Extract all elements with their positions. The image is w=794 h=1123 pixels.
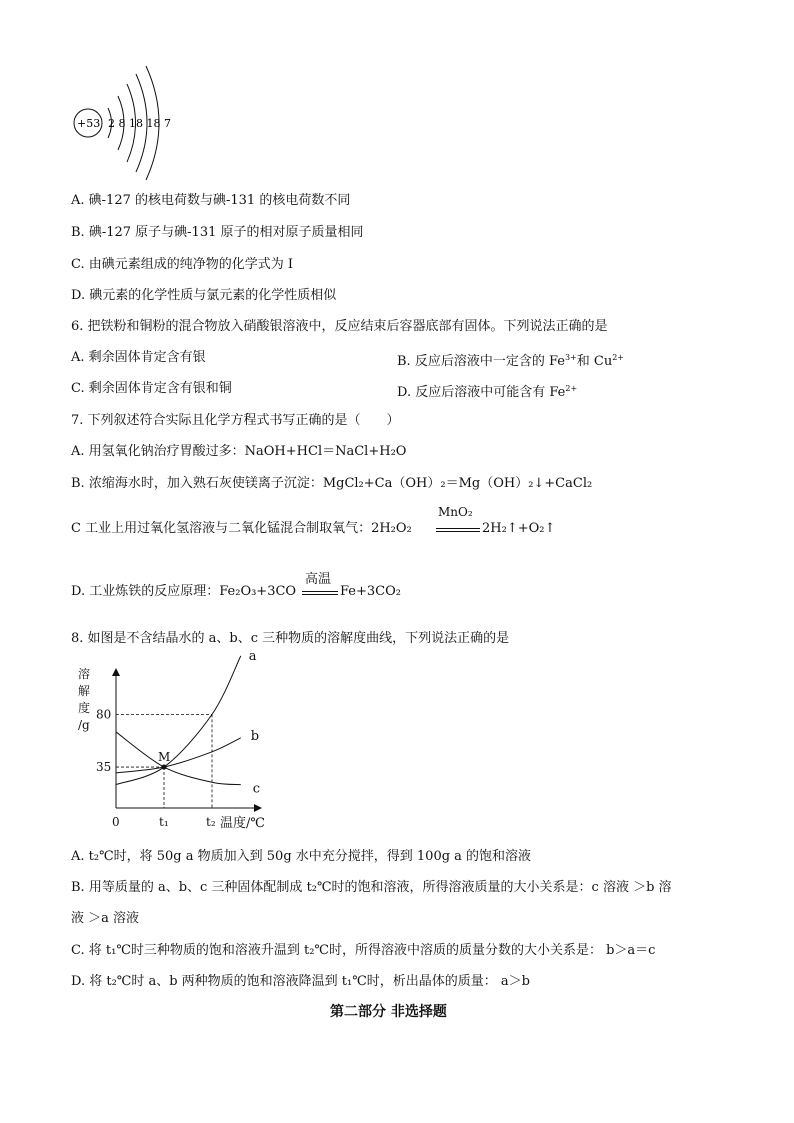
- y-axis-label-char: 溶: [78, 667, 91, 681]
- q6-option-b: B. 反应后溶液中一定含的 $Fe^{3+}$和 $Cu^{2+}$: [397, 353, 624, 369]
- q8-option-a: A. t₂℃时，将 50g a 物质加入到 50g 水中充分搅拌，得到 100g a 的饱和溶液: [71, 849, 532, 864]
- y-tick-label: 35: [96, 760, 112, 775]
- q5-option-b: B. 碘-127 原子与碘-131 原子的相对原子质量相同: [71, 225, 364, 240]
- q6-option-a: A. 剩余固体肯定含有银: [71, 350, 206, 365]
- q7-d-arrow: [302, 591, 338, 595]
- q8-option-d: D. 将 t₂℃时 a、b 两种物质的饱和溶液降温到 t₁℃时，析出晶体的质量： a＞b: [71, 974, 530, 989]
- x-axis-label: 温度/℃: [220, 816, 265, 831]
- x-tick-label: t₂: [206, 815, 216, 829]
- point-m-label: M: [158, 750, 171, 765]
- q7-d-condition: 高温: [305, 572, 332, 587]
- q7-c-arrow: [436, 528, 480, 532]
- q6-stem: 6. 把铁粉和铜粉的混合物放入硝酸银溶液中，反应结束后容器底部有固体。下列说法正确的是: [71, 319, 608, 334]
- x-axis-arrow: [254, 804, 262, 812]
- q7-option-b: B. 浓缩海水时，加入熟石灰使镁离子沉淀：MgCl₂+Ca（OH）₂＝Mg（OH）₂↓+CaCl₂: [71, 476, 593, 491]
- q8-option-b-line1: B. 用等质量的 a、b、c 三种固体配制成 t₂℃时的饱和溶液，所得溶液质量的大小关系是：c 溶液 ＞b 溶: [71, 880, 672, 895]
- atom-structure-diagram: [70, 60, 180, 185]
- q7-c-products: 2H₂↑+O₂↑: [482, 521, 556, 536]
- q6-option-c: C. 剩余固体肯定含有银和铜: [71, 381, 232, 396]
- q8-stem: 8. 如图是不含结晶水的 a、b、c 三种物质的溶解度曲线，下列说法正确的是: [71, 631, 510, 646]
- q5-option-c: C. 由碘元素组成的纯净物的化学式为 I: [71, 257, 294, 272]
- curve-label-a: a: [248, 648, 257, 664]
- point-m: [162, 765, 167, 770]
- section-title: 第二部分 非选择题: [330, 1004, 447, 1020]
- origin-label: 0: [112, 815, 120, 829]
- y-axis-arrow: [112, 668, 120, 676]
- y-axis-label-char: 解: [78, 684, 91, 698]
- q5-option-d: D. 碘元素的化学性质与氯元素的化学性质相似: [71, 288, 337, 303]
- q7-d-products: Fe+3CO₂: [340, 584, 401, 599]
- y-axis-label-char: /g: [78, 718, 90, 732]
- q7-stem: 7. 下列叙述符合实际且化学方程式书写正确的是（ ）: [71, 413, 400, 428]
- x-tick-label: t₁: [159, 815, 169, 829]
- solubility-chart: [70, 648, 270, 835]
- curve-label-b: b: [250, 728, 260, 744]
- y-tick-label: 80: [96, 707, 112, 722]
- q7-c-condition: MnO₂: [438, 505, 473, 519]
- nucleus-label: +53: [77, 117, 101, 130]
- q6-option-d: D. 反应后溶液中可能含有 $Fe^{2+}$: [397, 384, 578, 400]
- curve-label-c: c: [252, 781, 261, 797]
- q7-option-d: D. 工业炼铁的反应原理：Fe₂O₃+3CO: [71, 584, 297, 599]
- curve-b: [116, 738, 241, 773]
- q7-option-a: A. 用氢氧化钠治疗胃酸过多：NaOH+HCl＝NaCl+H₂O: [71, 444, 407, 459]
- y-axis-label-char: 度: [78, 701, 91, 715]
- q5-option-a: A. 碘-127 的核电荷数与碘-131 的核电荷数不同: [71, 193, 351, 208]
- curve-a: [116, 656, 241, 785]
- q8-option-c: C. 将 t₁℃时三种物质的饱和溶液升温到 t₂℃时，所得溶液中溶质的质量分数的大小关系是： b＞a＝c: [71, 943, 656, 958]
- q7-option-c: C 工业上用过氧化氢溶液与二氧化锰混合制取氧气：2H₂O₂: [71, 521, 412, 536]
- curve-c: [116, 732, 241, 785]
- shell-electrons: 2 8 18 18 7: [108, 117, 171, 130]
- q8-option-b-line2: 液 ＞a 溶液: [71, 911, 140, 926]
